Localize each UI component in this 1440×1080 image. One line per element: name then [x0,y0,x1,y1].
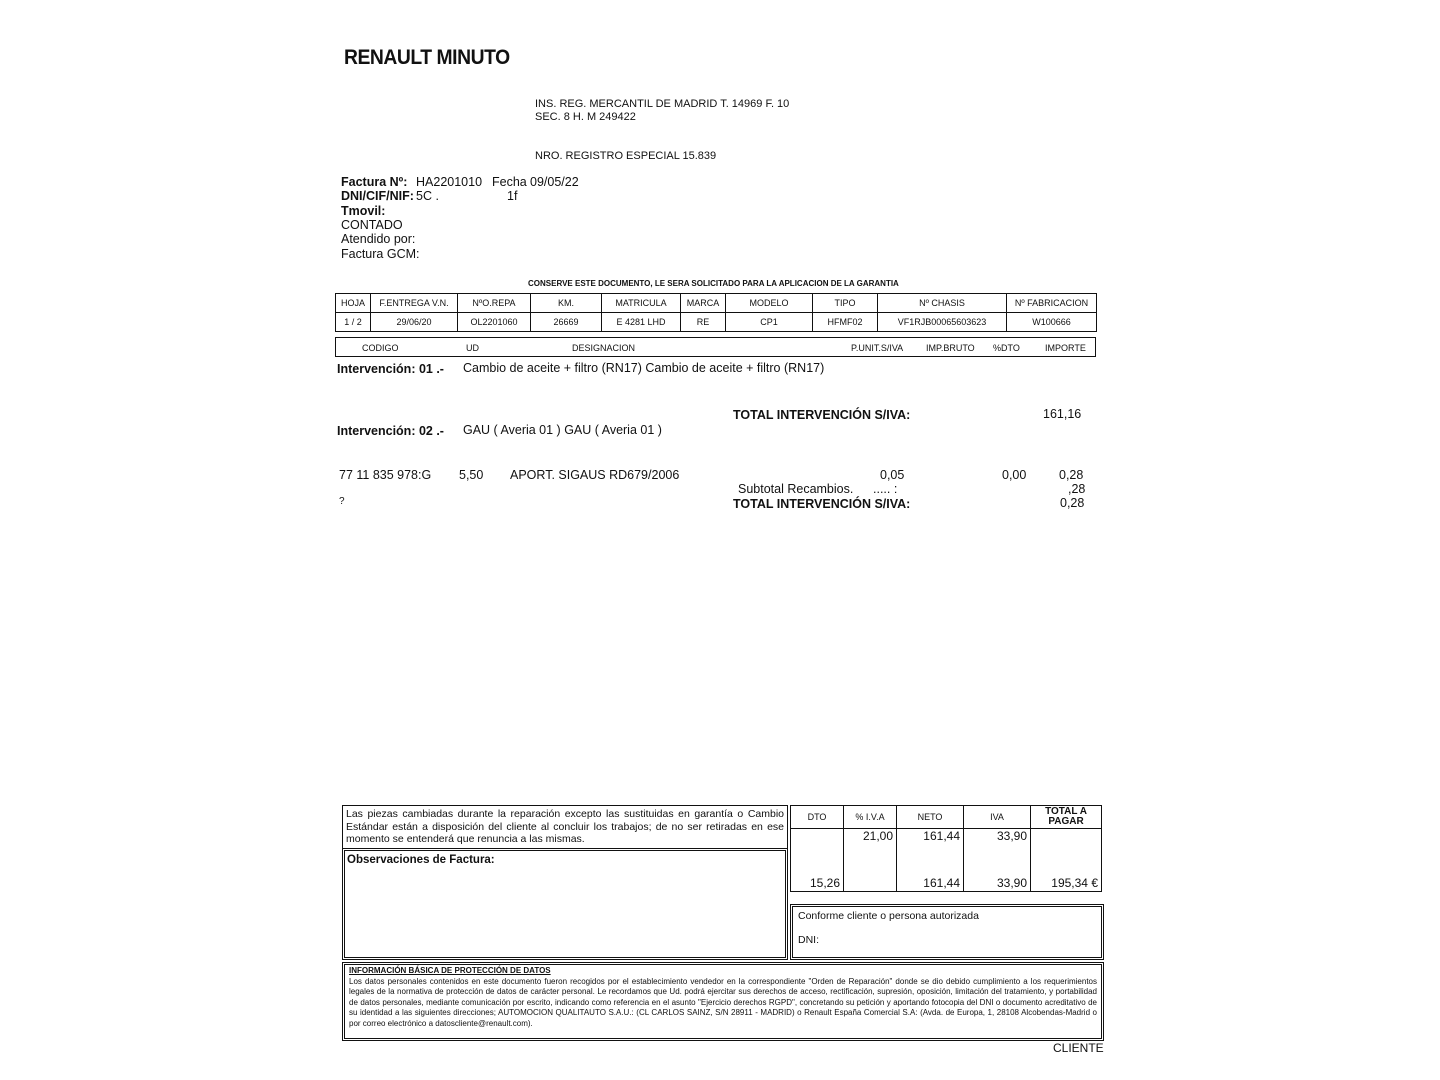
observaciones-box [342,848,788,960]
conserve-notice: CONSERVE ESTE DOCUMENTO, LE SERA SOLICITADO PARA LA APLICACION DE LA GARANTIA [528,279,899,288]
col-ud: UD [466,343,479,353]
totals-r1-dto [791,829,844,876]
dni-suffix: 1f [507,189,518,203]
th-matricula: MATRICULA [602,294,681,313]
totals-header-total: TOTAL A PAGAR [1031,806,1102,829]
line-ud: 5,50 [459,468,484,482]
td-fabricacion: W100666 [1007,313,1097,332]
intervention-1-total-label: TOTAL INTERVENCIÓN S/IVA: [733,408,911,422]
atendido-label: Atendido por: [341,232,416,246]
th-tipo: TIPO [813,294,878,313]
totals-r1-iva: 33,90 [964,829,1031,876]
totals-row-1 [791,829,1102,876]
brand-logo-text: RENAULT MINUTO [344,46,510,69]
totals-header-iva: IVA [964,806,1031,829]
totals-r2-dto: 15,26 [791,875,844,892]
vehicle-table [335,293,1097,332]
intervention-2-total: 0,28 [1060,496,1085,510]
col-impbruto: IMP.BRUTO [926,343,975,353]
th-orden: NºO.REPA [458,294,531,313]
th-fabricacion: Nº FABRICACION [1007,294,1097,313]
col-punit: P.UNIT.S/IVA [851,343,904,353]
conforme-dni-label: DNI: [798,934,819,946]
line-importe: 0,28 [1059,468,1084,482]
col-dto: %DTO [993,343,1020,353]
tmovil-label: Tmovil: [341,204,386,218]
copy-label: CLIENTE [1053,1041,1104,1055]
td-km: 26669 [531,313,602,332]
conforme-box [790,904,1104,960]
subtotal-label: Subtotal Recambios. [738,482,854,496]
th-marca: MARCA [681,294,726,313]
intervention-1-description: Cambio de aceite + filtro (RN17) Cambio de aceite + filtro (RN17) [463,361,825,375]
observaciones-label: Observaciones de Factura: [347,854,495,866]
data-protection-box [342,962,1104,1041]
intervention-2-label: Intervención: 02 .- [337,424,444,438]
td-tipo: HFMF02 [813,313,878,332]
th-chasis: Nº CHASIS [878,294,1007,313]
line-dto: 0,00 [1002,468,1027,482]
td-entrega: 29/06/20 [371,313,458,332]
invoice-date: 09/05/22 [530,175,579,189]
intervention-1-label: Intervención: 01 .- [337,362,444,376]
invoice-date-label: Fecha [492,175,527,189]
subtotal-dots: ..... : [873,482,898,496]
intervention-1-total: 161,16 [1043,407,1082,421]
totals-header-iva-pct: % I.V.A [844,806,897,829]
totals-r2-iva-pct [844,875,897,892]
totals-row-2 [791,875,1102,892]
totals-header-neto: NETO [897,806,964,829]
line-punit: 0,05 [880,468,905,482]
th-entrega: F.ENTREGA V.N. [371,294,458,313]
totals-table [790,805,1102,892]
payment-type: CONTADO [341,218,403,232]
vehicle-table-row [336,313,1097,332]
line-designacion: APORT. SIGAUS RD679/2006 [510,468,680,482]
data-protection-text: Los datos personales contenidos en este documento fueron recogidos por el establecimiento vendedor en la correspondiente "Orden de Reparación" donde se dio debido cumplimiento a los requerimientos legales de la normativa de protección de datos de carácter personal. Le recordamos que Ud. podrá ejercitar sus derechos de acceso, rectificación, supresión, oposición, limitación del tratamiento, y portabilidad de datos personales, mediante comunicación por escrito, indicando como referencia en el asunto "Ejercicio derechos RGPD", concretando su petición y aportando fotocopia del DNI o documento acreditativo de su identidad a las siguientes direcciones; AUTOMOCION QUALITAUTO S.A.U.: (CL CARLOS SAINZ, S/N 28911 - MADRID) o Renault España Comercial S.A: (Avda. de Europa, 1, 28108 Alcobendas-Madrid o por correo electrónico a datoscliente@renault.com). [349,976,1097,1028]
invoice-number: HA2201010 [416,175,483,189]
th-km: KM. [531,294,602,313]
td-hoja: 1 / 2 [336,313,371,332]
th-modelo: MODELO [726,294,813,313]
line-items-header [335,337,1096,357]
totals-r2-neto: 161,44 [897,875,964,892]
totals-r2-total: 195,34 € [1031,875,1102,892]
th-hoja: HOJA [336,294,371,313]
factura-gcm-label: Factura GCM: [341,247,420,261]
invoice-number-label: Factura Nº: [341,175,408,189]
totals-r2-iva: 33,90 [964,875,1031,892]
data-protection-title: INFORMACIÓN BÁSICA DE PROTECCIÓN DE DATOS [349,966,551,975]
intervention-2-total-label: TOTAL INTERVENCIÓN S/IVA: [733,497,911,511]
piezas-notice: Las piezas cambiadas durante la reparación excepto las sustituidas en garantía o Cambio Estándar están a disposición del cliente al concluir los trabajos; de no ser retiradas en ese momento se entenderá que renuncia a las mismas. [342,805,788,849]
totals-header [791,806,1102,829]
td-marca: RE [681,313,726,332]
registry-line-1: INS. REG. MERCANTIL DE MADRID T. 14969 F. 10 [535,98,790,110]
totals-header-dto: DTO [791,806,844,829]
td-chasis: VF1RJB00065603623 [878,313,1007,332]
totals-r1-iva-pct: 21,00 [844,829,897,876]
td-modelo: CP1 [726,313,813,332]
col-importe: IMPORTE [1045,343,1086,353]
conforme-label: Conforme cliente o persona autorizada [798,910,979,922]
line-codigo: 77 11 835 978:G [339,468,432,482]
vehicle-table-header [336,294,1097,313]
col-designacion: DESIGNACION [572,343,636,353]
registry-especial: NRO. REGISTRO ESPECIAL 15.839 [535,150,717,162]
question-mark: ? [339,496,345,507]
td-orden: OL2201060 [458,313,531,332]
col-codigo: CODIGO [362,343,399,353]
subtotal-value: ,28 [1068,482,1086,496]
td-matricula: E 4281 LHD [602,313,681,332]
dni-label: DNI/CIF/NIF: [341,189,414,203]
totals-r1-neto: 161,44 [897,829,964,876]
dni-value: 5C . [416,189,439,203]
registry-line-2: SEC. 8 H. M 249422 [535,111,636,123]
intervention-2-description: GAU ( Averia 01 ) GAU ( Averia 01 ) [463,423,662,437]
totals-r1-total [1031,829,1102,876]
